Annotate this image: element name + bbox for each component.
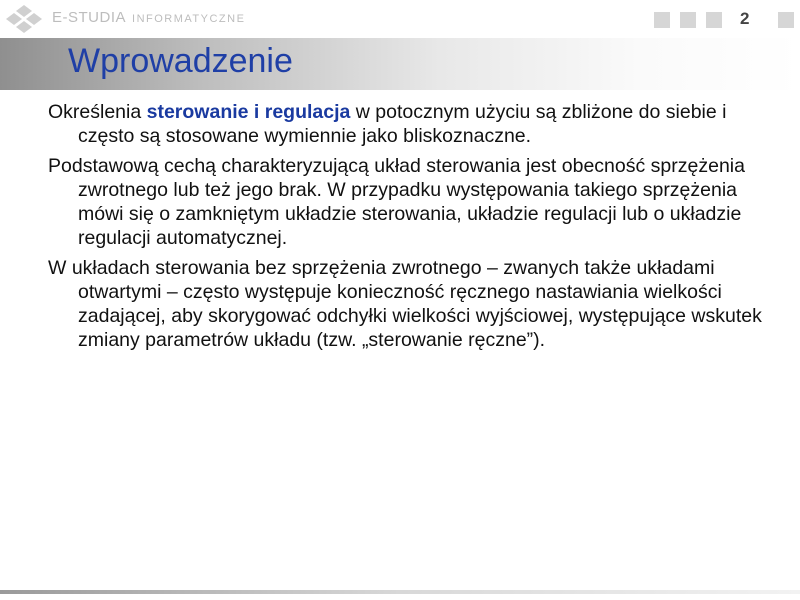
nav-square-1[interactable]: [654, 12, 670, 28]
brand-main: E-STUDIA: [52, 9, 127, 26]
bottom-divider: [0, 590, 800, 594]
top-bar: [0, 0, 800, 38]
paragraph-1-before: Określenia: [48, 101, 147, 123]
slide-content: [48, 100, 768, 358]
paragraph-2: Podstawową cechą charakteryzującą układ sterowania jest obecność sprzężenia zwrotnego lub też jego brak. W przypadku występowania takiego sprzężenia mówi się o zamkniętym układzie sterowania, układzie regulacji lub o układzie regulacji automatycznej.: [48, 155, 745, 249]
brand-name: [52, 9, 245, 26]
nav-square-3[interactable]: [706, 12, 722, 28]
nav-square-4[interactable]: [778, 12, 794, 28]
nav-squares: [654, 12, 794, 28]
brand-sub: INFORMATYCZNE: [132, 13, 246, 25]
paragraph-3: W układach sterowania bez sprzężenia zwrotnego – zwanych także układami otwartymi – często występuje konieczność ręcznego nastawiania wielkości zadającej, aby skorygować odchyłki wielkości wyjściowej, występujące wskutek zmiany parametrów układu (tzw. „sterowanie ręczne”).: [48, 257, 762, 351]
slide-title: Wprowadzenie: [68, 42, 293, 80]
nav-square-2[interactable]: [680, 12, 696, 28]
estudia-logo-icon: [4, 3, 48, 33]
paragraph-1-highlight: sterowanie i regulacja: [146, 101, 351, 123]
paragraph-1: [48, 100, 768, 148]
page-number: 2: [740, 9, 750, 28]
paragraph-1-after: w potocznym użyciu są zbliżone do siebie i często są stosowane wymiennie jako bliskoznaczne.: [78, 101, 727, 147]
